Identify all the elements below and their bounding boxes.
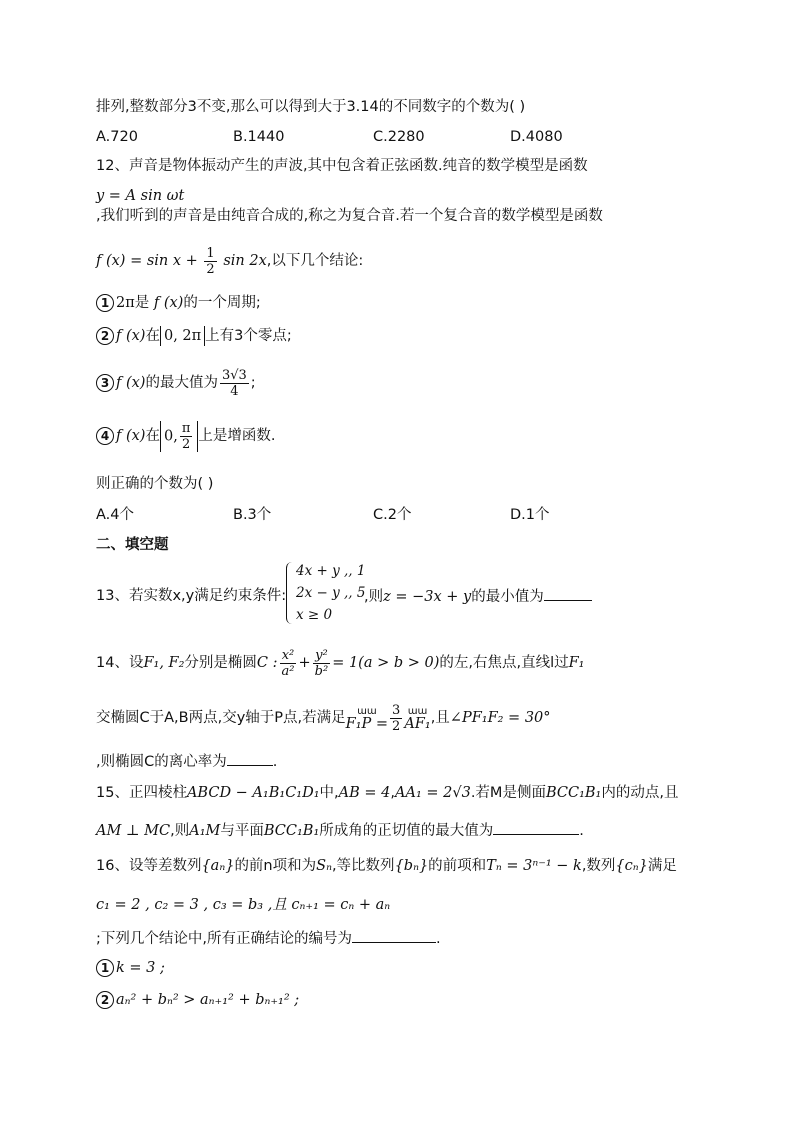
q12-option-c: C.2个 (373, 507, 412, 523)
q16-conclusion-2: 2 aₙ² + bₙ² > aₙ₊₁² + bₙ₊₁² ; (96, 990, 698, 1010)
q14-line1: 14、设F₁, F₂分别是椭圆C : $\frac{\text{x²}}{\text{a²}}$ + $\frac{\text{y²}}{\text{b²}}$ = 1(a > b > 0)的左,右焦点,直线l过F₁ (96, 647, 585, 679)
q16-line1: 16、设等差数列{aₙ}的前n项和为Sₙ,等比数列{bₙ}的前项和Tₙ = 3ⁿ⁻¹ − k,数列{cₙ}满足 (96, 858, 677, 874)
q12-conclusion-3: 3 f (x)的最大值为 $\frac{3√3}{4}$ ; (96, 366, 698, 400)
vector-arrow: ɯɯ (407, 706, 428, 717)
circle-number-2: 2 (96, 991, 114, 1009)
q15-line2: AM ⊥ MC,则A₁M与平面BCC₁B₁所成角的正切值的最大值为 . (96, 820, 698, 841)
vector-arrow: ɯɯ (357, 706, 377, 717)
q11-option-d: D.4080 (510, 129, 563, 145)
q12-option-d: D.1个 (510, 507, 550, 523)
q12-model: y = A sin ωt (96, 188, 185, 204)
q12-option-b: B.3个 (233, 507, 272, 523)
q12-conclusion-1: 1 2π是 f (x)的一个周期; (96, 293, 698, 313)
q16-conclusion-1: 1 k = 3 ; (96, 958, 698, 978)
q16-line2: c₁ = 2 , c₂ = 3 , c₃ = b₃ ,且 cₙ₊₁ = cₙ + aₙ (96, 897, 391, 913)
q12-conclusion-2: 2 f (x)在 0, 2π 上有3个零点; (96, 326, 698, 346)
q13-answer-blank (544, 586, 592, 601)
q12-option-a: A.4个 (96, 507, 134, 523)
q12-func-frac: $\frac{1}{2}$ (206, 245, 215, 277)
q12-func-tail: ,以下几个结论: (266, 253, 364, 269)
q12-line1: 12、声音是物体振动产生的声波,其中包含着正弦函数.纯音的数学模型是函数 (96, 158, 588, 174)
q16-answer-blank (352, 928, 436, 943)
q11-option-b: B.1440 (233, 129, 285, 145)
q16-line3: ;下列几个结论中,所有正确结论的编号为 . (96, 928, 698, 949)
q11-stem: 排列,整数部分3不变,那么可以得到大于3.14的不同数字的个数为( ) (96, 99, 526, 115)
q15-line1: 15、正四棱柱ABCD − A₁B₁C₁D₁中,AB = 4,AA₁ = 2√3.若M是侧面BCC₁B₁内的动点,且 (96, 785, 679, 801)
q13-constraints: 4x + y ,, 1 2x − y ,, 5 x ≥ 0 (286, 560, 365, 626)
q12-func-rhs: sin 2x (223, 253, 267, 269)
circle-number-3: 3 (96, 374, 114, 392)
q12-function (96, 244, 698, 278)
left-brace (286, 562, 293, 624)
circle-number-1: 1 (96, 959, 114, 977)
circle-number-1: 1 (96, 294, 114, 312)
circle-number-2: 2 (96, 327, 114, 345)
circle-number-4: 4 (96, 427, 114, 445)
q14-line3: ,则椭圆C的离心率为 . (96, 751, 698, 772)
q14-answer-blank (227, 751, 273, 766)
q15-answer-blank (493, 820, 579, 835)
section-heading: 二、填空题 (96, 537, 169, 553)
q11-option-a: A.720 (96, 129, 138, 145)
q11-option-c: C.2280 (373, 129, 425, 145)
q12-conclusion-4: 4 f (x)在 0, $\frac{\pi}{2}$ 上是增函数. (96, 419, 698, 453)
q14-line2: 交椭圆C于A,B两点,交y轴于P点,若满足 ɯɯ F₁P = $\frac{3}{2}$ ɯɯ AF₁ ,且∠PF₁F₂ = 30° (96, 702, 551, 734)
q12-func-lhs: f (x) = sin x + (96, 253, 198, 269)
q13: 13、若实数x,y满足约束条件: 4x + y ,, 1 2x − y ,, 5 x ≥ 0 ,则z = −3x + y的最小值为 (96, 560, 698, 632)
q12-ask: 则正确的个数为( ) (96, 476, 214, 492)
q12-line3: ,我们听到的声音是由纯音合成的,称之为复合音.若一个复合音的数学模型是函数 (96, 208, 603, 224)
